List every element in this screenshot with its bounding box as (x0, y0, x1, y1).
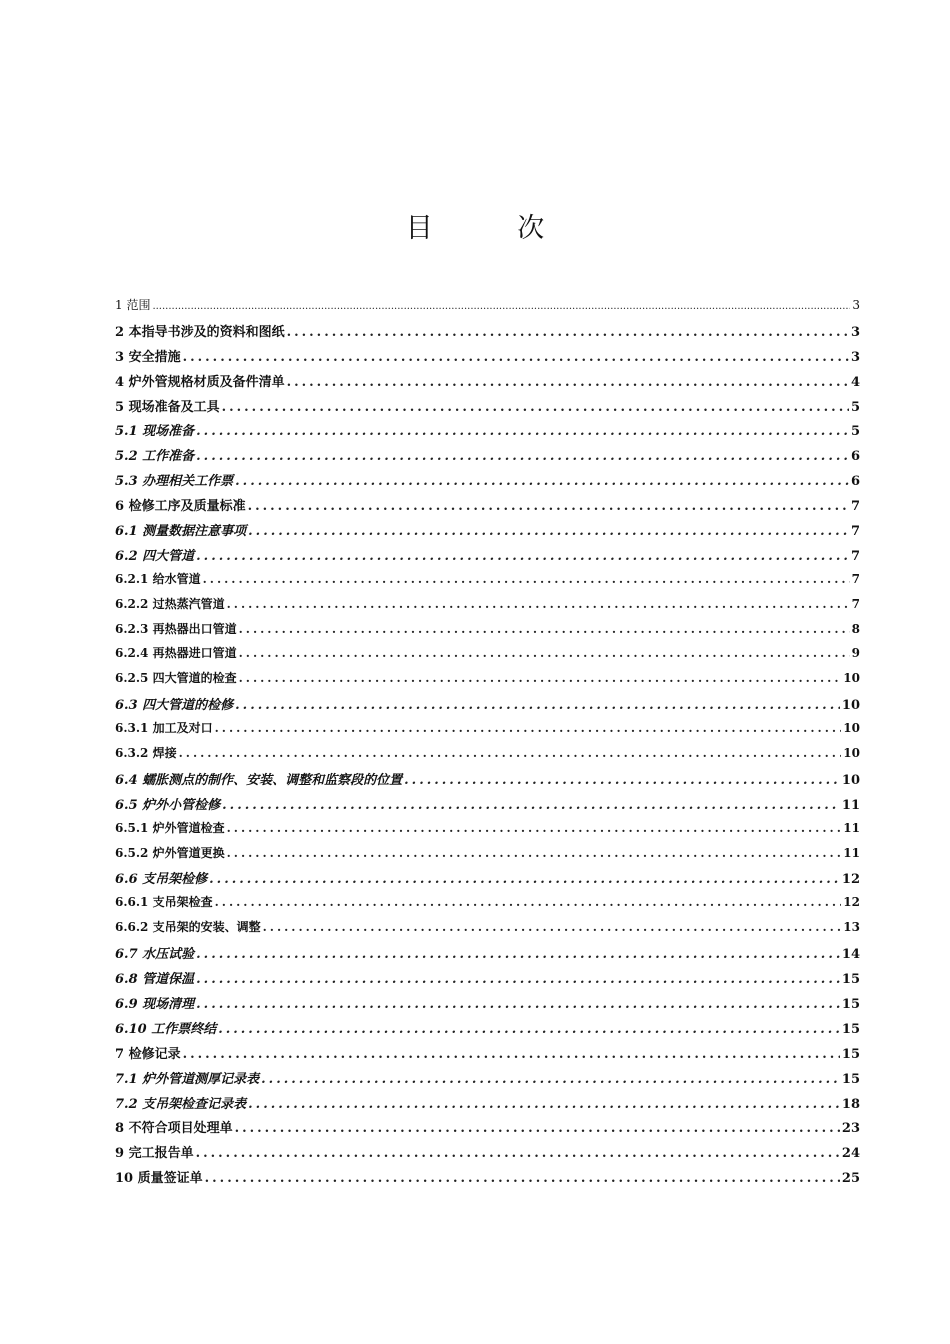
toc-entry-page: 5 (850, 399, 860, 415)
toc-entry-page: 10 (841, 698, 860, 714)
toc-entry-label: 6.4 蠕胀测点的制作、安装、调整和监察段的位置 (115, 772, 403, 788)
toc-dot-leader (248, 1097, 840, 1112)
toc-entry[interactable] (115, 495, 860, 520)
toc-entry-label: 6.5 炉外小管检修 (115, 797, 221, 813)
toc-dot-leader (287, 375, 849, 390)
toc-entry-page: 24 (841, 1146, 860, 1162)
page-title: 目 次 (405, 213, 583, 244)
toc-dot-leader (196, 997, 840, 1012)
toc-entry[interactable] (115, 321, 860, 346)
toc-entry[interactable] (115, 420, 860, 445)
toc-entry[interactable] (115, 520, 860, 545)
toc-entry[interactable] (115, 595, 860, 620)
toc-entry-label: 5.2 工作准备 (115, 449, 195, 465)
toc-entry-page: 15 (841, 972, 860, 988)
toc-entry-page: 7 (850, 499, 860, 515)
toc-entry-label: 6.2.4 再热器进口管道 (115, 646, 237, 661)
toc-entry[interactable] (115, 371, 860, 396)
toc-entry-label: 6.2 四大管道 (115, 548, 195, 564)
toc-dot-leader (196, 424, 849, 439)
toc-entry-page: 4 (850, 374, 860, 390)
toc-entry[interactable] (115, 993, 860, 1018)
toc-entry[interactable] (115, 470, 860, 495)
toc-entry-page: 25 (841, 1171, 860, 1187)
toc-entry-page: 14 (841, 947, 860, 963)
toc-dot-leader (235, 474, 849, 489)
toc-entry[interactable] (115, 1117, 860, 1142)
toc-entry-page: 10 (843, 721, 860, 736)
toc-entry-label: 6.6.1 支吊架检查 (115, 895, 213, 910)
toc-dot-leader (235, 1121, 840, 1136)
toc-entry[interactable] (115, 445, 860, 470)
toc-entry[interactable] (115, 868, 860, 893)
toc-dot-leader (248, 524, 849, 539)
toc-dot-leader (218, 1022, 840, 1037)
toc-entry-page: 3 (850, 324, 860, 340)
toc-entry[interactable] (115, 918, 860, 943)
toc-entry-page: 10 (843, 746, 860, 761)
toc-entry-label: 5.3 办理相关工作票 (115, 474, 234, 490)
toc-dot-leader (215, 721, 842, 735)
toc-entry-page: 7 (850, 524, 860, 540)
toc-entry[interactable] (115, 396, 860, 421)
toc-entry[interactable] (115, 844, 860, 869)
toc-entry-page: 15 (841, 1071, 860, 1087)
toc-entry-label: 6.6.2 支吊架的安装、调整 (115, 920, 261, 935)
toc-entry-page: 11 (843, 845, 860, 860)
toc-dot-leader (203, 572, 850, 586)
toc-entry-label: 6.5.1 炉外管道检查 (115, 820, 225, 835)
toc-entry-page: 15 (841, 1021, 860, 1037)
toc-entry[interactable] (115, 1167, 860, 1192)
toc-entry[interactable] (115, 968, 860, 993)
toc-entry[interactable] (115, 694, 860, 719)
toc-dot-leader (196, 972, 840, 987)
toc-entry[interactable] (115, 1018, 860, 1043)
toc-dot-leader (227, 597, 850, 611)
toc-entry-page: 10 (843, 671, 860, 686)
toc-entry[interactable] (115, 1068, 860, 1093)
toc-dot-leader (239, 622, 850, 636)
table-of-contents (115, 296, 860, 1192)
toc-entry-page: 10 (841, 772, 860, 788)
toc-entry-label: 1 范围 (115, 298, 151, 312)
toc-entry-label: 6.7 水压试验 (115, 947, 195, 963)
toc-entry-page: 3 (850, 349, 860, 365)
toc-entry-label: 6.2.5 四大管道的检查 (115, 671, 237, 686)
toc-entry[interactable] (115, 1093, 860, 1118)
toc-entry-page: 8 (851, 621, 860, 636)
toc-dot-leader (222, 798, 840, 813)
toc-entry-label: 6.3.2 焊接 (115, 746, 177, 761)
toc-entry[interactable] (115, 744, 860, 769)
toc-entry[interactable] (115, 296, 860, 321)
toc-dot-leader (183, 1047, 840, 1062)
toc-entry-page: 13 (843, 920, 860, 935)
toc-dot-leader (196, 947, 840, 962)
toc-entry-label: 2 本指导书涉及的资料和图纸 (115, 324, 285, 340)
toc-entry-label: 6.3 四大管道的检修 (115, 698, 234, 714)
toc-entry-label: 6 检修工序及质量标准 (115, 499, 246, 515)
toc-entry[interactable] (115, 620, 860, 645)
toc-dot-leader (179, 746, 842, 760)
toc-entry[interactable] (115, 719, 860, 744)
toc-entry[interactable] (115, 943, 860, 968)
toc-entry[interactable] (115, 819, 860, 844)
toc-entry-label: 6.9 现场清理 (115, 996, 195, 1012)
toc-entry-label: 7 检修记录 (115, 1046, 181, 1062)
toc-entry-page: 7 (850, 548, 860, 564)
toc-entry-page: 11 (843, 820, 860, 835)
toc-entry-page: 12 (843, 895, 860, 910)
toc-entry-label: 9 完工报告单 (115, 1146, 194, 1162)
toc-entry[interactable] (115, 669, 860, 694)
toc-dot-leader (152, 301, 850, 312)
toc-dot-leader (235, 698, 840, 713)
toc-entry-label: 5.1 现场准备 (115, 424, 195, 440)
toc-entry-page: 6 (850, 449, 860, 465)
toc-entry-label: 4 炉外管规格材质及备件清单 (115, 374, 285, 390)
toc-dot-leader (248, 499, 849, 514)
toc-dot-leader (196, 1146, 840, 1161)
toc-entry[interactable] (115, 1142, 860, 1167)
toc-dot-leader (183, 350, 849, 365)
toc-entry-page: 5 (850, 424, 860, 440)
toc-entry[interactable] (115, 1043, 860, 1068)
toc-entry-label: 6.1 测量数据注意事项 (115, 524, 247, 540)
toc-dot-leader (227, 846, 842, 860)
toc-entry[interactable] (115, 346, 860, 371)
toc-entry-label: 7.2 支吊架检查记录表 (115, 1096, 247, 1112)
toc-entry[interactable] (115, 570, 860, 595)
toc-entry-label: 6.8 管道保温 (115, 972, 195, 988)
toc-entry-page: 3 (852, 298, 860, 312)
toc-dot-leader (209, 872, 840, 887)
toc-entry-label: 6.2.2 过热蒸汽管道 (115, 596, 225, 611)
toc-dot-leader (239, 671, 842, 685)
toc-entry-label: 6.2.1 给水管道 (115, 571, 201, 586)
toc-dot-leader (287, 325, 849, 340)
toc-entry-label: 6.10 工作票终结 (115, 1021, 217, 1037)
toc-entry-page: 9 (851, 646, 860, 661)
toc-dot-leader (215, 895, 842, 909)
toc-entry-label: 3 安全措施 (115, 349, 181, 365)
toc-entry-label: 7.1 炉外管道测厚记录表 (115, 1071, 260, 1087)
toc-entry[interactable] (115, 769, 860, 794)
toc-entry-label: 6.2.3 再热器出口管道 (115, 621, 237, 636)
toc-dot-leader (404, 773, 840, 788)
toc-dot-leader (196, 549, 849, 564)
toc-entry-page: 15 (841, 1046, 860, 1062)
toc-entry-page: 6 (850, 474, 860, 490)
toc-entry-label: 5 现场准备及工具 (115, 399, 220, 415)
toc-entry-page: 15 (841, 996, 860, 1012)
toc-dot-leader (227, 821, 842, 835)
toc-dot-leader (239, 646, 850, 660)
toc-entry-label: 6.5.2 炉外管道更换 (115, 845, 225, 860)
toc-entry-label: 8 不符合项目处理单 (115, 1121, 233, 1137)
toc-entry-page: 12 (841, 872, 860, 888)
toc-dot-leader (261, 1072, 840, 1087)
toc-entry-page: 11 (841, 797, 860, 813)
toc-entry-label: 6.3.1 加工及对口 (115, 721, 213, 736)
toc-entry[interactable] (115, 794, 860, 819)
toc-entry-page: 7 (851, 571, 860, 586)
toc-dot-leader (205, 1171, 840, 1186)
toc-entry[interactable] (115, 545, 860, 570)
toc-entry-page: 7 (851, 596, 860, 611)
toc-entry-label: 6.6 支吊架检修 (115, 872, 208, 888)
toc-entry-label: 10 质量签证单 (115, 1171, 203, 1187)
toc-entry[interactable] (115, 644, 860, 669)
toc-dot-leader (263, 920, 842, 934)
toc-entry[interactable] (115, 893, 860, 918)
toc-dot-leader (196, 449, 849, 464)
toc-entry-page: 18 (841, 1096, 860, 1112)
toc-dot-leader (222, 400, 849, 415)
toc-entry-page: 23 (841, 1121, 860, 1137)
